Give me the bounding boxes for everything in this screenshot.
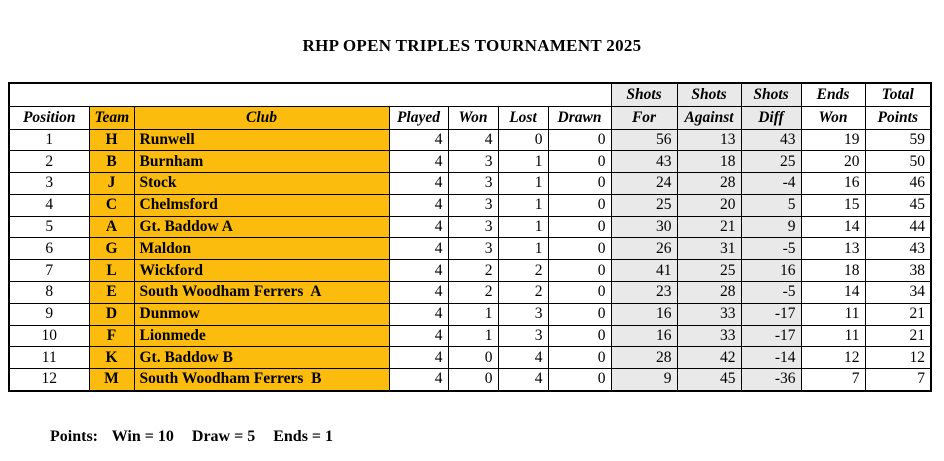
cell-position: 2: [9, 151, 89, 173]
cell-shots-for: 26: [611, 238, 677, 260]
header-spacer-cell: [9, 83, 611, 106]
cell-shots-against: 33: [677, 303, 741, 325]
cell-position: 4: [9, 194, 89, 216]
header-row: [9, 106, 931, 129]
cell-played: 4: [389, 369, 448, 391]
cell-team: E: [89, 282, 134, 304]
cell-ends-won: 11: [801, 325, 865, 347]
table-row: [9, 325, 931, 347]
cell-shots-for: 24: [611, 173, 677, 195]
cell-drawn: 0: [548, 151, 611, 173]
cell-shots-for: 23: [611, 282, 677, 304]
cell-lost: 0: [498, 129, 548, 151]
cell-position: 12: [9, 369, 89, 391]
table-row: [9, 194, 931, 216]
header-total-group: Total: [865, 83, 931, 106]
cell-played: 4: [389, 194, 448, 216]
points-key-label: Points:: [50, 428, 98, 445]
cell-lost: 1: [498, 238, 548, 260]
cell-won: 1: [448, 325, 498, 347]
cell-total-points: 44: [865, 216, 931, 238]
cell-shots-against: 18: [677, 151, 741, 173]
cell-total-points: 21: [865, 325, 931, 347]
cell-drawn: 0: [548, 216, 611, 238]
cell-shots-against: 20: [677, 194, 741, 216]
cell-won: 3: [448, 151, 498, 173]
cell-shots-diff: 9: [741, 216, 801, 238]
cell-drawn: 0: [548, 347, 611, 369]
header-group-row: [9, 83, 931, 106]
cell-lost: 4: [498, 347, 548, 369]
cell-shots-against: 28: [677, 282, 741, 304]
header-ends-won: Won: [801, 106, 865, 129]
standings-body: [9, 129, 931, 391]
cell-lost: 2: [498, 260, 548, 282]
cell-drawn: 0: [548, 260, 611, 282]
cell-shots-diff: -5: [741, 238, 801, 260]
cell-shots-diff: 43: [741, 129, 801, 151]
cell-team: B: [89, 151, 134, 173]
cell-won: 0: [448, 347, 498, 369]
points-key-ends: Ends = 1: [273, 428, 334, 445]
cell-club: Lionmede: [134, 325, 389, 347]
cell-lost: 3: [498, 303, 548, 325]
cell-played: 4: [389, 173, 448, 195]
cell-played: 4: [389, 282, 448, 304]
header-played: Played: [389, 106, 448, 129]
cell-total-points: 38: [865, 260, 931, 282]
cell-ends-won: 7: [801, 369, 865, 391]
cell-shots-diff: -5: [741, 282, 801, 304]
cell-position: 7: [9, 260, 89, 282]
cell-ends-won: 16: [801, 173, 865, 195]
cell-won: 3: [448, 238, 498, 260]
cell-total-points: 59: [865, 129, 931, 151]
cell-drawn: 0: [548, 194, 611, 216]
cell-shots-diff: -4: [741, 173, 801, 195]
table-row: [9, 282, 931, 304]
header-lost: Lost: [498, 106, 548, 129]
table-row: [9, 151, 931, 173]
cell-played: 4: [389, 325, 448, 347]
header-ends-group: Ends: [801, 83, 865, 106]
cell-team: D: [89, 303, 134, 325]
header-shots-against-group: Shots: [677, 83, 741, 106]
cell-played: 4: [389, 216, 448, 238]
cell-lost: 2: [498, 282, 548, 304]
cell-shots-for: 56: [611, 129, 677, 151]
cell-shots-for: 30: [611, 216, 677, 238]
cell-team: G: [89, 238, 134, 260]
cell-drawn: 0: [548, 238, 611, 260]
cell-shots-diff: 25: [741, 151, 801, 173]
standings-table: [8, 82, 932, 392]
cell-total-points: 46: [865, 173, 931, 195]
cell-shots-diff: 16: [741, 260, 801, 282]
cell-played: 4: [389, 151, 448, 173]
cell-ends-won: 13: [801, 238, 865, 260]
cell-won: 2: [448, 282, 498, 304]
header-shots-for-group: Shots: [611, 83, 677, 106]
cell-drawn: 0: [548, 129, 611, 151]
header-shots-against: Against: [677, 106, 741, 129]
table-row: [9, 129, 931, 151]
table-row: [9, 303, 931, 325]
points-key-draw: Draw = 5: [191, 428, 256, 445]
cell-shots-for: 16: [611, 325, 677, 347]
cell-shots-against: 45: [677, 369, 741, 391]
cell-position: 5: [9, 216, 89, 238]
cell-shots-against: 25: [677, 260, 741, 282]
cell-position: 6: [9, 238, 89, 260]
cell-shots-against: 42: [677, 347, 741, 369]
cell-played: 4: [389, 238, 448, 260]
cell-shots-against: 33: [677, 325, 741, 347]
cell-total-points: 43: [865, 238, 931, 260]
cell-drawn: 0: [548, 325, 611, 347]
cell-club: Dunmow: [134, 303, 389, 325]
header-position: Position: [9, 106, 89, 129]
header-shots-diff-group: Shots: [741, 83, 801, 106]
header-shots-diff: Diff: [741, 106, 801, 129]
header-shots-for: For: [611, 106, 677, 129]
cell-drawn: 0: [548, 303, 611, 325]
cell-ends-won: 20: [801, 151, 865, 173]
cell-club: Maldon: [134, 238, 389, 260]
cell-shots-for: 25: [611, 194, 677, 216]
cell-shots-against: 13: [677, 129, 741, 151]
table-row: [9, 216, 931, 238]
cell-total-points: 34: [865, 282, 931, 304]
cell-played: 4: [389, 260, 448, 282]
header-drawn: Drawn: [548, 106, 611, 129]
cell-club: Wickford: [134, 260, 389, 282]
cell-shots-for: 9: [611, 369, 677, 391]
cell-total-points: 21: [865, 303, 931, 325]
cell-team: F: [89, 325, 134, 347]
cell-ends-won: 12: [801, 347, 865, 369]
cell-ends-won: 15: [801, 194, 865, 216]
table-row: [9, 260, 931, 282]
points-key-win: Win = 10: [111, 428, 174, 445]
cell-lost: 4: [498, 369, 548, 391]
cell-won: 3: [448, 216, 498, 238]
cell-team: K: [89, 347, 134, 369]
cell-won: 2: [448, 260, 498, 282]
cell-ends-won: 18: [801, 260, 865, 282]
cell-lost: 1: [498, 216, 548, 238]
cell-shots-diff: -36: [741, 369, 801, 391]
cell-position: 9: [9, 303, 89, 325]
cell-team: H: [89, 129, 134, 151]
cell-club: South Woodham Ferrers A: [134, 282, 389, 304]
cell-team: M: [89, 369, 134, 391]
cell-ends-won: 14: [801, 282, 865, 304]
cell-lost: 1: [498, 194, 548, 216]
cell-shots-against: 21: [677, 216, 741, 238]
cell-club: Runwell: [134, 129, 389, 151]
page-title: RHP OPEN TRIPLES TOURNAMENT 2025: [302, 36, 642, 55]
cell-shots-diff: -14: [741, 347, 801, 369]
cell-shots-against: 31: [677, 238, 741, 260]
cell-ends-won: 11: [801, 303, 865, 325]
cell-shots-for: 41: [611, 260, 677, 282]
cell-club: Stock: [134, 173, 389, 195]
cell-shots-for: 16: [611, 303, 677, 325]
points-key: [50, 428, 347, 446]
cell-won: 0: [448, 369, 498, 391]
table-row: [9, 238, 931, 260]
cell-won: 4: [448, 129, 498, 151]
cell-club: Burnham: [134, 151, 389, 173]
cell-played: 4: [389, 129, 448, 151]
cell-drawn: 0: [548, 173, 611, 195]
cell-lost: 3: [498, 325, 548, 347]
cell-total-points: 45: [865, 194, 931, 216]
table-row: [9, 369, 931, 391]
cell-played: 4: [389, 347, 448, 369]
cell-club: Gt. Baddow B: [134, 347, 389, 369]
cell-club: South Woodham Ferrers B: [134, 369, 389, 391]
cell-ends-won: 14: [801, 216, 865, 238]
cell-shots-diff: -17: [741, 325, 801, 347]
cell-position: 3: [9, 173, 89, 195]
cell-drawn: 0: [548, 282, 611, 304]
cell-shots-for: 43: [611, 151, 677, 173]
cell-team: L: [89, 260, 134, 282]
cell-drawn: 0: [548, 369, 611, 391]
cell-won: 3: [448, 194, 498, 216]
cell-club: Chelmsford: [134, 194, 389, 216]
cell-total-points: 50: [865, 151, 931, 173]
cell-shots-diff: -17: [741, 303, 801, 325]
cell-position: 11: [9, 347, 89, 369]
cell-team: C: [89, 194, 134, 216]
cell-played: 4: [389, 303, 448, 325]
cell-lost: 1: [498, 151, 548, 173]
cell-position: 10: [9, 325, 89, 347]
cell-club: Gt. Baddow A: [134, 216, 389, 238]
header-won: Won: [448, 106, 498, 129]
cell-position: 8: [9, 282, 89, 304]
cell-team: A: [89, 216, 134, 238]
cell-won: 3: [448, 173, 498, 195]
header-team: Team: [89, 106, 134, 129]
table-row: [9, 347, 931, 369]
cell-position: 1: [9, 129, 89, 151]
cell-shots-for: 28: [611, 347, 677, 369]
cell-won: 1: [448, 303, 498, 325]
header-total-points: Points: [865, 106, 931, 129]
cell-ends-won: 19: [801, 129, 865, 151]
cell-team: J: [89, 173, 134, 195]
header-club: Club: [134, 106, 389, 129]
cell-lost: 1: [498, 173, 548, 195]
cell-shots-against: 28: [677, 173, 741, 195]
cell-shots-diff: 5: [741, 194, 801, 216]
cell-total-points: 12: [865, 347, 931, 369]
table-row: [9, 173, 931, 195]
cell-total-points: 7: [865, 369, 931, 391]
